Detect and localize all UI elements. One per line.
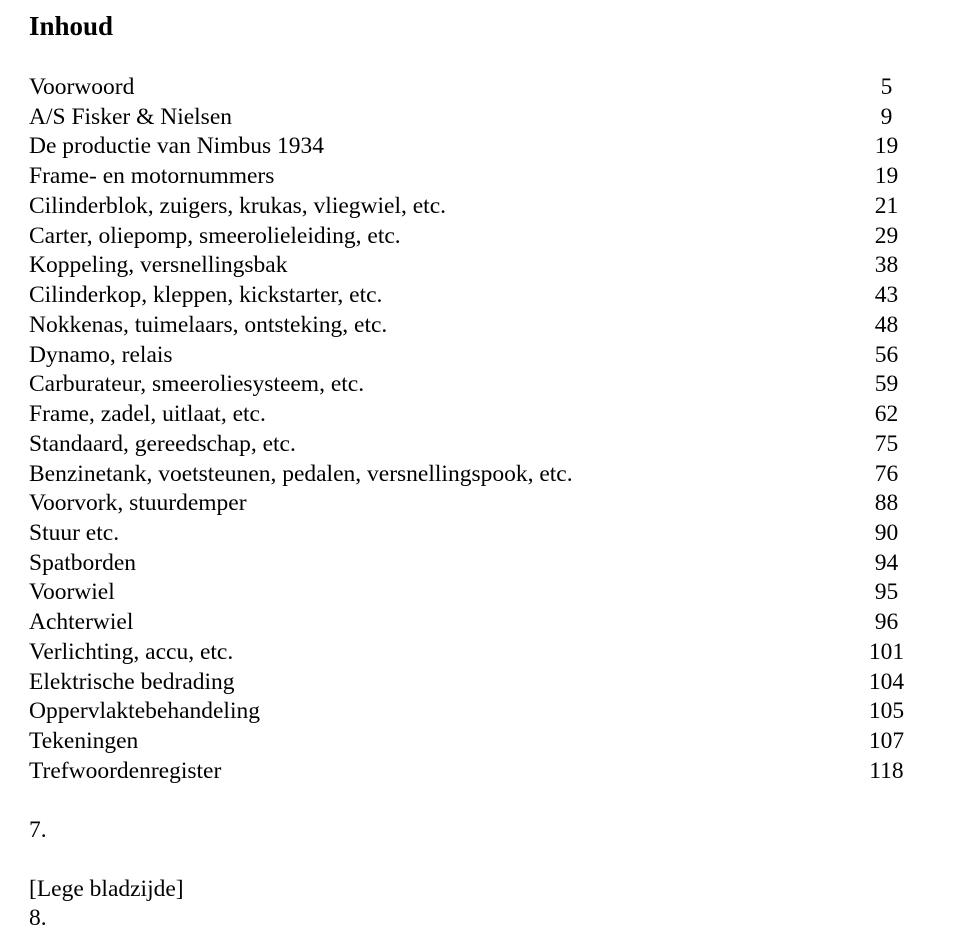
- page-title: Inhoud: [29, 11, 114, 41]
- toc-entry-label: Carter, oliepomp, smeerolieleiding, etc.: [29, 222, 401, 249]
- toc-entry: [29, 400, 929, 430]
- toc-entry-label: Voorwoord: [29, 74, 135, 100]
- toc-entry-label: Voorwiel: [29, 579, 115, 606]
- toc-entry-page: 48: [874, 311, 899, 338]
- toc-entry-label: Spatborden: [29, 549, 137, 576]
- toc-entry-label: Oppervlaktebehandeling: [29, 698, 260, 725]
- toc-entry-page: 75: [874, 430, 899, 457]
- toc-entry-page: 90: [874, 520, 899, 547]
- toc-entry: [29, 311, 929, 341]
- toc-entry: [29, 192, 929, 222]
- toc-entry-label: Cilinderblok, zuigers, krukas, vliegwiel, etc.: [29, 192, 447, 219]
- toc-entry: [29, 341, 929, 371]
- toc-entry-page: 107: [868, 728, 905, 755]
- toc-entry: [29, 549, 929, 579]
- toc-entry-page: 96: [874, 609, 899, 636]
- toc-entry-label: Voorvork, stuurdemper: [29, 490, 247, 517]
- toc-entry: [29, 460, 929, 490]
- toc-entry-label: Trefwoordenregister: [29, 757, 222, 784]
- toc-entry-label: Stuur etc.: [29, 520, 120, 547]
- toc-entry-page: 59: [874, 371, 899, 398]
- toc-entry-label: De productie van Nimbus 1934: [29, 133, 325, 160]
- toc-entry-label: Tekeningen: [29, 728, 139, 755]
- toc-entry-page: 29: [874, 222, 899, 249]
- toc-entry-label: Cilinderkop, kleppen, kickstarter, etc.: [29, 282, 383, 309]
- toc-entry-page: 62: [874, 401, 899, 428]
- toc-entry-label: Standaard, gereedschap, etc.: [29, 430, 296, 457]
- toc-entry-page: 43: [874, 282, 899, 309]
- toc-entry-page: 56: [874, 341, 899, 368]
- toc-entry-label: Koppeling, versnellingsbak: [29, 252, 288, 279]
- toc-entry: [29, 727, 929, 757]
- toc-entry: [29, 132, 929, 162]
- toc-entry-label: Frame, zadel, uitlaat, etc.: [29, 401, 266, 428]
- page-number-marker: 8.: [29, 905, 47, 931]
- table-of-contents: [29, 73, 929, 787]
- toc-entry-page: 9: [880, 103, 893, 130]
- toc-entry-page: 101: [868, 638, 905, 665]
- toc-entry: [29, 578, 929, 608]
- toc-entry-page: 94: [874, 549, 899, 576]
- toc-entry-page: 5: [880, 74, 893, 100]
- page-number-marker: 7.: [29, 817, 47, 843]
- toc-entry-label: Frame- en motornummers: [29, 163, 275, 190]
- toc-entry-page: 104: [868, 668, 905, 695]
- toc-entry-label: Achterwiel: [29, 609, 134, 636]
- toc-entry-label: Nokkenas, tuimelaars, ontsteking, etc.: [29, 311, 388, 338]
- toc-entry: [29, 489, 929, 519]
- toc-entry: [29, 103, 929, 133]
- toc-entry-label: Carburateur, smeeroliesysteem, etc.: [29, 371, 365, 398]
- toc-entry-page: 88: [874, 490, 899, 517]
- toc-entry: [29, 668, 929, 698]
- toc-entry: [29, 370, 929, 400]
- toc-entry-page: 21: [874, 192, 899, 219]
- toc-entry-page: 95: [874, 579, 899, 606]
- toc-entry-label: Verlichting, accu, etc.: [29, 638, 234, 665]
- toc-entry: [29, 73, 929, 103]
- toc-entry: [29, 608, 929, 638]
- toc-entry-page: 19: [874, 163, 899, 190]
- toc-entry-page: 38: [874, 252, 899, 279]
- blank-page-note: [Lege bladzijde]: [29, 876, 184, 902]
- toc-entry: [29, 430, 929, 460]
- toc-entry-page: 76: [874, 460, 899, 487]
- toc-entry-page: 118: [869, 757, 904, 784]
- toc-entry: [29, 638, 929, 668]
- toc-entry: [29, 757, 929, 787]
- toc-entry: [29, 251, 929, 281]
- toc-entry: [29, 281, 929, 311]
- toc-entry-label: Elektrische bedrading: [29, 668, 235, 695]
- toc-entry-label: Dynamo, relais: [29, 341, 173, 368]
- toc-entry-page: 19: [874, 133, 899, 160]
- toc-entry: [29, 222, 929, 252]
- toc-entry: [29, 519, 929, 549]
- toc-entry: [29, 162, 929, 192]
- toc-entry-page: 105: [868, 698, 905, 725]
- toc-entry-label: Benzinetank, voetsteunen, pedalen, versnellingspook, etc.: [29, 460, 573, 487]
- toc-entry-label: A/S Fisker & Nielsen: [29, 103, 233, 130]
- toc-entry: [29, 697, 929, 727]
